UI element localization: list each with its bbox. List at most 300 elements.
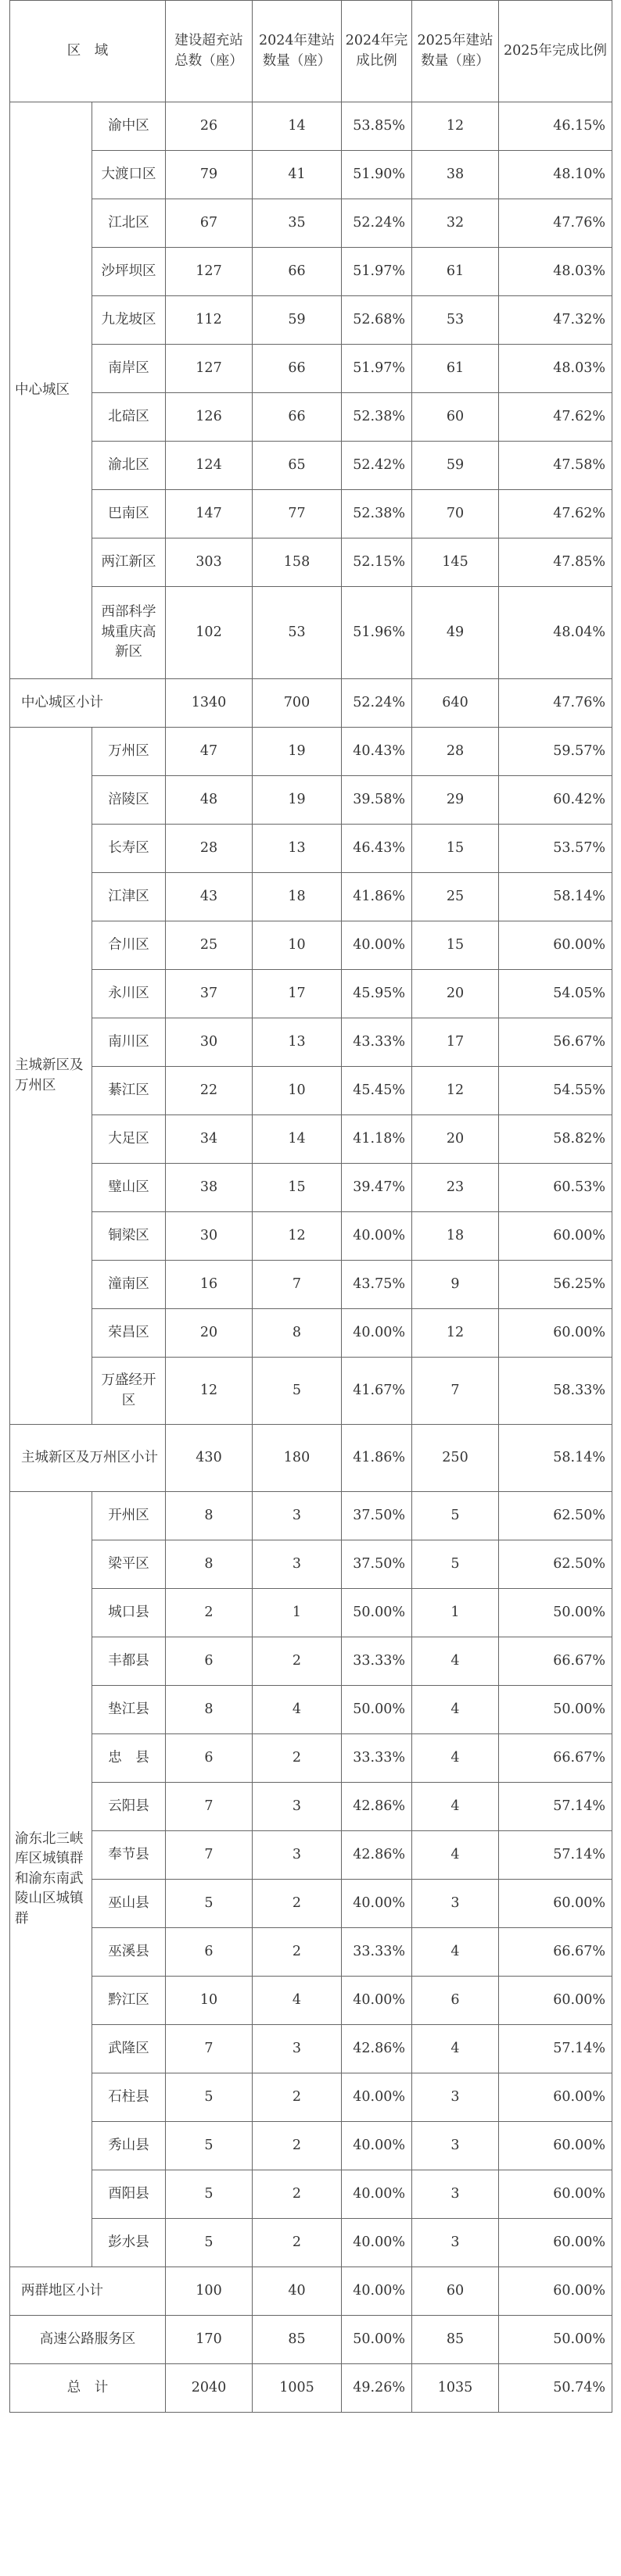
table-row (10, 728, 612, 776)
rate-2024: 45.95% (342, 970, 412, 1018)
table-row (10, 587, 612, 679)
table-row (10, 1880, 612, 1928)
district-name: 城口县 (92, 1589, 166, 1637)
built-2025: 15 (412, 921, 499, 970)
rate-2025: 60.00% (499, 1309, 612, 1358)
total-stations: 43 (166, 873, 253, 921)
rate-2024: 50.00% (342, 1686, 412, 1734)
rate-2025: 58.33% (499, 1358, 612, 1425)
rate-2024: 40.00% (342, 1880, 412, 1928)
built-2024: 158 (253, 538, 342, 587)
total-stations: 25 (166, 921, 253, 970)
district-name: 渝北区 (92, 442, 166, 490)
total-stations: 79 (166, 151, 253, 199)
built-2024: 53 (253, 587, 342, 679)
table-row (10, 1734, 612, 1783)
total-stations: 170 (166, 2316, 253, 2364)
rate-2024: 37.50% (342, 1492, 412, 1540)
built-2024: 1005 (253, 2364, 342, 2413)
table-row (10, 2219, 612, 2267)
built-2025: 25 (412, 873, 499, 921)
header-rate-2025: 2025年完成比例 (499, 1, 612, 102)
rate-2025: 62.50% (499, 1540, 612, 1589)
rate-2025: 60.00% (499, 2267, 612, 2316)
region-group-label: 主城新区及万州区 (10, 728, 92, 1425)
built-2024: 2 (253, 2122, 342, 2170)
district-name: 巴南区 (92, 490, 166, 538)
built-2024: 18 (253, 873, 342, 921)
rate-2024: 40.00% (342, 2122, 412, 2170)
built-2024: 5 (253, 1358, 342, 1425)
rate-2025: 48.04% (499, 587, 612, 679)
built-2025: 4 (412, 1783, 499, 1831)
rate-2025: 57.14% (499, 1783, 612, 1831)
rate-2025: 60.00% (499, 1212, 612, 1261)
built-2024: 3 (253, 1492, 342, 1540)
table-row (10, 1589, 612, 1637)
district-name: 潼南区 (92, 1261, 166, 1309)
total-stations: 127 (166, 345, 253, 393)
district-name: 江北区 (92, 199, 166, 248)
header-region: 区 域 (10, 1, 166, 102)
total-stations: 48 (166, 776, 253, 825)
rate-2024: 51.97% (342, 345, 412, 393)
rate-2025: 66.67% (499, 1928, 612, 1977)
built-2024: 19 (253, 728, 342, 776)
total-stations: 7 (166, 1783, 253, 1831)
built-2024: 66 (253, 345, 342, 393)
district-name: 垫江县 (92, 1686, 166, 1734)
total-stations: 8 (166, 1540, 253, 1589)
rate-2025: 50.00% (499, 1589, 612, 1637)
built-2025: 5 (412, 1492, 499, 1540)
rate-2024: 40.00% (342, 1309, 412, 1358)
table-row (10, 2073, 612, 2122)
total-stations: 38 (166, 1164, 253, 1212)
rate-2025: 53.57% (499, 825, 612, 873)
built-2024: 2 (253, 1928, 342, 1977)
rate-2024: 51.96% (342, 587, 412, 679)
rate-2025: 54.55% (499, 1067, 612, 1115)
table-row (10, 1831, 612, 1880)
built-2025: 60 (412, 393, 499, 442)
table-row (10, 248, 612, 296)
rate-2025: 58.14% (499, 1425, 612, 1492)
rate-2025: 60.00% (499, 2122, 612, 2170)
district-name: 北碚区 (92, 393, 166, 442)
table-row (10, 199, 612, 248)
table-row (10, 102, 612, 151)
built-2024: 3 (253, 1831, 342, 1880)
built-2024: 2 (253, 2219, 342, 2267)
rate-2025: 60.00% (499, 1977, 612, 2025)
rate-2025: 56.67% (499, 1018, 612, 1067)
district-name: 合川区 (92, 921, 166, 970)
table-row (10, 1928, 612, 1977)
district-name: 綦江区 (92, 1067, 166, 1115)
total-stations: 12 (166, 1358, 253, 1425)
built-2024: 17 (253, 970, 342, 1018)
rate-2025: 57.14% (499, 1831, 612, 1880)
built-2025: 38 (412, 151, 499, 199)
built-2024: 10 (253, 1067, 342, 1115)
built-2025: 70 (412, 490, 499, 538)
rate-2024: 43.75% (342, 1261, 412, 1309)
built-2025: 29 (412, 776, 499, 825)
total-stations: 112 (166, 296, 253, 345)
built-2024: 66 (253, 248, 342, 296)
district-name: 璧山区 (92, 1164, 166, 1212)
total-stations: 5 (166, 2073, 253, 2122)
rate-2025: 60.53% (499, 1164, 612, 1212)
rate-2024: 50.00% (342, 2316, 412, 2364)
rate-2025: 60.42% (499, 776, 612, 825)
table-row (10, 1309, 612, 1358)
district-name: 万盛经开区 (92, 1358, 166, 1425)
built-2024: 8 (253, 1309, 342, 1358)
rate-2025: 60.00% (499, 2073, 612, 2122)
summary-label: 高速公路服务区 (10, 2316, 166, 2364)
total-stations: 7 (166, 2025, 253, 2073)
total-stations: 16 (166, 1261, 253, 1309)
built-2025: 85 (412, 2316, 499, 2364)
total-stations: 8 (166, 1492, 253, 1540)
built-2024: 12 (253, 1212, 342, 1261)
district-name: 南川区 (92, 1018, 166, 1067)
built-2024: 85 (253, 2316, 342, 2364)
rate-2024: 52.15% (342, 538, 412, 587)
built-2024: 2 (253, 1734, 342, 1783)
table-row (10, 2025, 612, 2073)
table-row (10, 2122, 612, 2170)
charging-station-table (9, 0, 612, 2413)
rate-2025: 60.00% (499, 1880, 612, 1928)
rate-2025: 47.62% (499, 490, 612, 538)
table-row (10, 1783, 612, 1831)
total-stations: 102 (166, 587, 253, 679)
table-row (10, 393, 612, 442)
built-2024: 15 (253, 1164, 342, 1212)
built-2025: 6 (412, 1977, 499, 2025)
total-stations: 1340 (166, 679, 253, 728)
total-stations: 8 (166, 1686, 253, 1734)
rate-2025: 47.76% (499, 199, 612, 248)
table-row (10, 2170, 612, 2219)
rate-2024: 40.00% (342, 1212, 412, 1261)
rate-2025: 58.82% (499, 1115, 612, 1164)
total-stations: 6 (166, 1637, 253, 1686)
rate-2025: 66.67% (499, 1734, 612, 1783)
total-stations: 30 (166, 1212, 253, 1261)
table-row (10, 490, 612, 538)
built-2025: 4 (412, 1734, 499, 1783)
rate-2025: 48.10% (499, 151, 612, 199)
rate-2024: 33.33% (342, 1734, 412, 1783)
summary-label: 总 计 (10, 2364, 166, 2413)
rate-2024: 43.33% (342, 1018, 412, 1067)
built-2025: 1035 (412, 2364, 499, 2413)
district-name: 大足区 (92, 1115, 166, 1164)
rate-2024: 42.86% (342, 1831, 412, 1880)
district-name: 忠 县 (92, 1734, 166, 1783)
rate-2025: 46.15% (499, 102, 612, 151)
header-total-stations: 建设超充站总数（座） (166, 1, 253, 102)
total-stations: 20 (166, 1309, 253, 1358)
total-stations: 6 (166, 1928, 253, 1977)
district-name: 大渡口区 (92, 151, 166, 199)
rate-2024: 52.38% (342, 393, 412, 442)
subtotal-label: 中心城区小计 (10, 679, 166, 728)
rate-2025: 50.74% (499, 2364, 612, 2413)
built-2025: 145 (412, 538, 499, 587)
rate-2024: 46.43% (342, 825, 412, 873)
total-stations: 127 (166, 248, 253, 296)
rate-2025: 60.00% (499, 921, 612, 970)
rate-2025: 57.14% (499, 2025, 612, 2073)
total-stations: 430 (166, 1425, 253, 1492)
built-2025: 59 (412, 442, 499, 490)
table-row (10, 1115, 612, 1164)
total-stations: 37 (166, 970, 253, 1018)
built-2025: 17 (412, 1018, 499, 1067)
summary-row (10, 2316, 612, 2364)
built-2025: 53 (412, 296, 499, 345)
rate-2024: 51.97% (342, 248, 412, 296)
built-2024: 59 (253, 296, 342, 345)
rate-2024: 52.24% (342, 679, 412, 728)
built-2024: 180 (253, 1425, 342, 1492)
rate-2025: 58.14% (499, 873, 612, 921)
district-name: 石柱县 (92, 2073, 166, 2122)
total-stations: 28 (166, 825, 253, 873)
rate-2024: 45.45% (342, 1067, 412, 1115)
table-row (10, 296, 612, 345)
rate-2025: 62.50% (499, 1492, 612, 1540)
rate-2025: 50.00% (499, 1686, 612, 1734)
built-2025: 1 (412, 1589, 499, 1637)
total-stations: 2 (166, 1589, 253, 1637)
rate-2025: 48.03% (499, 248, 612, 296)
rate-2024: 52.42% (342, 442, 412, 490)
built-2024: 700 (253, 679, 342, 728)
total-stations: 5 (166, 2170, 253, 2219)
header-built-2024: 2024年建站数量（座） (253, 1, 342, 102)
built-2024: 2 (253, 2073, 342, 2122)
district-name: 开州区 (92, 1492, 166, 1540)
built-2024: 35 (253, 199, 342, 248)
rate-2024: 40.00% (342, 2219, 412, 2267)
district-name: 江津区 (92, 873, 166, 921)
total-stations: 2040 (166, 2364, 253, 2413)
table-row (10, 538, 612, 587)
built-2025: 3 (412, 2122, 499, 2170)
built-2025: 5 (412, 1540, 499, 1589)
district-name: 彭水县 (92, 2219, 166, 2267)
district-name: 巫山县 (92, 1880, 166, 1928)
rate-2024: 50.00% (342, 1589, 412, 1637)
district-name: 巫溪县 (92, 1928, 166, 1977)
built-2025: 49 (412, 587, 499, 679)
rate-2025: 47.85% (499, 538, 612, 587)
district-name: 沙坪坝区 (92, 248, 166, 296)
rate-2025: 60.00% (499, 2219, 612, 2267)
total-stations: 6 (166, 1734, 253, 1783)
built-2025: 60 (412, 2267, 499, 2316)
header-row (10, 1, 612, 102)
built-2024: 3 (253, 2025, 342, 2073)
built-2024: 65 (253, 442, 342, 490)
total-stations: 5 (166, 1880, 253, 1928)
rate-2024: 41.18% (342, 1115, 412, 1164)
subtotal-label: 两群地区小计 (10, 2267, 166, 2316)
total-stations: 47 (166, 728, 253, 776)
built-2025: 3 (412, 2219, 499, 2267)
built-2025: 4 (412, 1686, 499, 1734)
built-2024: 4 (253, 1977, 342, 2025)
table-row (10, 970, 612, 1018)
district-name: 秀山县 (92, 2122, 166, 2170)
built-2024: 2 (253, 2170, 342, 2219)
table-row (10, 442, 612, 490)
built-2024: 2 (253, 1637, 342, 1686)
built-2024: 77 (253, 490, 342, 538)
district-name: 永川区 (92, 970, 166, 1018)
district-name: 西部科学城重庆高新区 (92, 587, 166, 679)
built-2025: 250 (412, 1425, 499, 1492)
table-row (10, 1686, 612, 1734)
table-row (10, 1212, 612, 1261)
rate-2024: 51.90% (342, 151, 412, 199)
rate-2024: 42.86% (342, 2025, 412, 2073)
built-2024: 14 (253, 102, 342, 151)
district-name: 涪陵区 (92, 776, 166, 825)
table-row (10, 1018, 612, 1067)
built-2024: 2 (253, 1880, 342, 1928)
table-row (10, 1164, 612, 1212)
table-row (10, 345, 612, 393)
rate-2025: 60.00% (499, 2170, 612, 2219)
built-2025: 7 (412, 1358, 499, 1425)
rate-2024: 49.26% (342, 2364, 412, 2413)
subtotal-row (10, 1425, 612, 1492)
rate-2024: 41.67% (342, 1358, 412, 1425)
rate-2024: 41.86% (342, 873, 412, 921)
built-2025: 12 (412, 102, 499, 151)
rate-2025: 47.62% (499, 393, 612, 442)
table-row (10, 1261, 612, 1309)
subtotal-label: 主城新区及万州区小计 (10, 1425, 166, 1492)
built-2024: 40 (253, 2267, 342, 2316)
district-name: 铜梁区 (92, 1212, 166, 1261)
rate-2024: 39.58% (342, 776, 412, 825)
table-row (10, 1067, 612, 1115)
total-stations: 147 (166, 490, 253, 538)
table-row (10, 1977, 612, 2025)
region-group-label: 中心城区 (10, 102, 92, 679)
rate-2024: 40.00% (342, 921, 412, 970)
district-name: 丰都县 (92, 1637, 166, 1686)
district-name: 长寿区 (92, 825, 166, 873)
built-2025: 18 (412, 1212, 499, 1261)
built-2025: 4 (412, 1637, 499, 1686)
rate-2024: 33.33% (342, 1928, 412, 1977)
built-2024: 41 (253, 151, 342, 199)
total-stations: 126 (166, 393, 253, 442)
built-2025: 32 (412, 199, 499, 248)
built-2025: 12 (412, 1309, 499, 1358)
built-2024: 3 (253, 1540, 342, 1589)
subtotal-row (10, 2267, 612, 2316)
rate-2024: 33.33% (342, 1637, 412, 1686)
total-stations: 26 (166, 102, 253, 151)
rate-2024: 39.47% (342, 1164, 412, 1212)
table-row (10, 1492, 612, 1540)
built-2025: 4 (412, 1928, 499, 1977)
district-name: 奉节县 (92, 1831, 166, 1880)
total-stations: 34 (166, 1115, 253, 1164)
header-rate-2024: 2024年完成比例 (342, 1, 412, 102)
rate-2024: 40.00% (342, 1977, 412, 2025)
built-2025: 12 (412, 1067, 499, 1115)
rate-2024: 52.68% (342, 296, 412, 345)
built-2025: 4 (412, 1831, 499, 1880)
region-group-label: 渝东北三峡库区城镇群和渝东南武陵山区城镇群 (10, 1492, 92, 2267)
built-2025: 3 (412, 2170, 499, 2219)
district-name: 酉阳县 (92, 2170, 166, 2219)
rate-2025: 47.76% (499, 679, 612, 728)
built-2025: 28 (412, 728, 499, 776)
district-name: 黔江区 (92, 1977, 166, 2025)
built-2024: 7 (253, 1261, 342, 1309)
district-name: 万州区 (92, 728, 166, 776)
rate-2025: 50.00% (499, 2316, 612, 2364)
table-row (10, 776, 612, 825)
rate-2025: 66.67% (499, 1637, 612, 1686)
total-stations: 22 (166, 1067, 253, 1115)
rate-2024: 40.00% (342, 2170, 412, 2219)
table-row (10, 825, 612, 873)
total-stations: 124 (166, 442, 253, 490)
rate-2024: 52.24% (342, 199, 412, 248)
total-stations: 5 (166, 2219, 253, 2267)
rate-2024: 40.00% (342, 2073, 412, 2122)
subtotal-row (10, 679, 612, 728)
rate-2024: 41.86% (342, 1425, 412, 1492)
district-name: 荣昌区 (92, 1309, 166, 1358)
built-2025: 3 (412, 2073, 499, 2122)
table-row (10, 1358, 612, 1425)
rate-2025: 48.03% (499, 345, 612, 393)
table-row (10, 873, 612, 921)
built-2025: 23 (412, 1164, 499, 1212)
built-2025: 20 (412, 970, 499, 1018)
rate-2025: 47.32% (499, 296, 612, 345)
total-row (10, 2364, 612, 2413)
rate-2025: 59.57% (499, 728, 612, 776)
rate-2024: 53.85% (342, 102, 412, 151)
total-stations: 30 (166, 1018, 253, 1067)
rate-2024: 40.00% (342, 2267, 412, 2316)
built-2024: 10 (253, 921, 342, 970)
district-name: 两江新区 (92, 538, 166, 587)
built-2024: 4 (253, 1686, 342, 1734)
rate-2024: 42.86% (342, 1783, 412, 1831)
district-name: 梁平区 (92, 1540, 166, 1589)
table-row (10, 1540, 612, 1589)
table-row (10, 1637, 612, 1686)
rate-2025: 54.05% (499, 970, 612, 1018)
built-2024: 19 (253, 776, 342, 825)
